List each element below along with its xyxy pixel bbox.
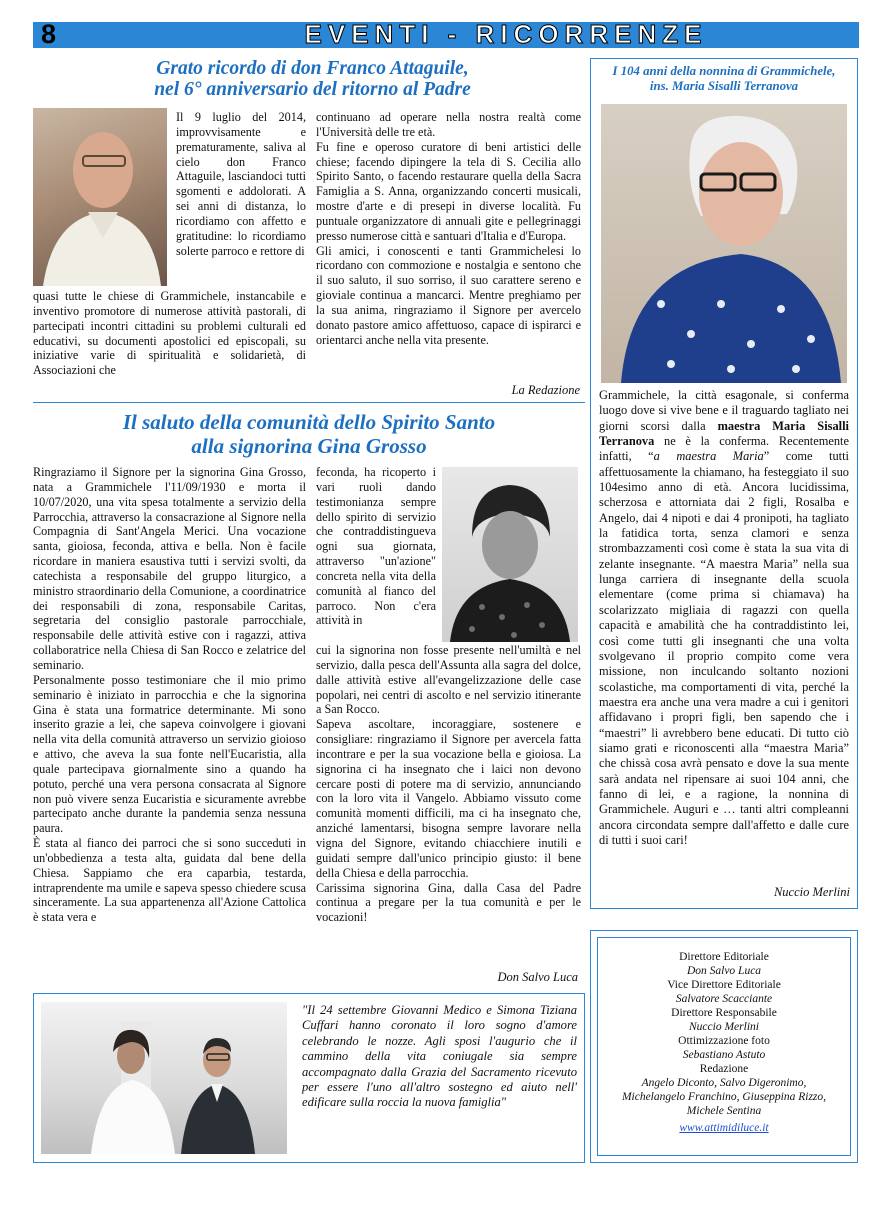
staff-role: Ottimizzazione foto bbox=[678, 1035, 770, 1047]
staff-name: Michele Sentina bbox=[686, 1105, 762, 1117]
staff-role: Vice Direttore Editoriale bbox=[667, 979, 781, 991]
staff-name: Nuccio Merlini bbox=[689, 1021, 759, 1033]
staff-name: Salvatore Scacciante bbox=[675, 993, 773, 1005]
wedding-photo bbox=[41, 1002, 287, 1154]
priest-photo bbox=[33, 108, 167, 286]
article2-signature: Don Salvo Luca bbox=[497, 970, 578, 984]
wedding-text: "Il 24 settembre Giovanni Medico e Simona Tiziana Cuffari hanno coronato il loro sogno d'amore celebrando le nozze. Agli sposi l'augurio che il cammino della vita coniugale sia sempre accompagnato dalla Grazia del Sacramento ricevuto per essere l'uno all'altro sostegno ed aiuto nell' edificare sulla roccia la nuova famiglia" bbox=[302, 1003, 577, 1110]
article3-title: I 104 anni della nonnina di Grammichele, ins. Maria Sisalli Terranova bbox=[612, 64, 836, 93]
staff-role: Direttore Editoriale bbox=[679, 951, 769, 963]
article1-col1-full: quasi tutte le chiese di Grammichele, instancabile e inventivo promotore di numerose attività pastorali, di partecipati incontri cittadini su problemi culturali ed educativi, su documenti apostolici ed episcopali, su iniziative varie di spiritualità e solidarietà, di Associazioni che bbox=[33, 289, 306, 378]
article1-col2: continuano ad operare nella nostra realtà come l'Università delle tre età. Fu fine e operoso curatore di beni artistici delle chiese; facendo dipingere la tela di S. Cecilia allo Spirito Santo, o facendo restaurare quella della Sacra Famiglia a S. Anna, organizzando concerti musicali, mostre d'arte e di presepi in diverse località. Fu puntuale organizzatore di annuali gite e pellegrinaggi presso numerose città e santuari d'Italia e d'Europa. Gli amici, i conoscenti e tanti Grammichelesi lo ricordano con commozione e nostalgia e sentono che il suo saluto, il suo sorriso, il suo carattere sereno e gioviale continua a mancarci. Mentre preghiamo per la sua anima, ringraziamo il Signore per avercelo donato pastore amico affettuoso, capace di ispirarci e orientarci anche nella vita presente. bbox=[316, 110, 581, 347]
gina-photo bbox=[442, 467, 578, 642]
staff-role: Direttore Responsabile bbox=[671, 1007, 777, 1019]
article1-col1-narrow: Il 9 luglio del 2014, improvvisamente e prematuramente, saliva al cielo don Franco Attaguile, lasciandoci tutti sgomenti e addolorati. A sei anni di distanza, lo ricordiamo con affetto e gratitudine: lo ricordiamo solerte parroco e rettore di bbox=[176, 110, 306, 258]
staff-name: Angelo Diconto, Salvo Digeronimo, bbox=[641, 1077, 807, 1089]
website-link[interactable]: www.attimidiluce.it bbox=[679, 1122, 769, 1134]
article3-text: Grammichele, la città esagonale, si conferma luogo dove si vive bene e il traguardo tagliato nei giorni scorsi dalla maestra Maria Sisalli Terranova ne è la conferma. Recentemente infatti, “a maestra Maria” come tutti affettuosamente la chiamano, ha festeggiato il suo 104esimo anno di età. Ancora lucidissima, scherzosa e attorniata dai 2 figli, Rosalba e Angelo, dai 4 nipoti e dai 4 pronipoti, ha tagliato la fatidica torta, senza clamori e senza strombazzamenti così come è stata la sua vita di zelante insegnante. “A maestra Maria” nella sua lunga carriera di insegnante della scuola elementare (come prima si chiamava) ha scolarizzato migliaia di ragazzi con quella capacità e amabilità che ha contraddistinto lei, così come tutti gli insegnanti che una volta svolgevano il proprio compito come vera missione, non inculcando soltanto nozioni scolastiche, ma comportamenti di vita, perché la maestra era anche una vera madre a cui i genitori affidavano i propri figli, ben sapendo che i “maestri” li avrebbero bene educati. Di tutto ciò siamo grati e riconoscenti alla “maestra Maria” che chissà cosa avrà pensato e dove la sua mente sarà andata nel ripensare ai suoi 104 anni, che fanno di lei, e a ragione, la nonnina di Grammichele. Auguri e … tanti altri compleanni ancora circondata sempre dall'affetto e dalle cure di tutti i suoi cari! bbox=[599, 388, 849, 847]
staff-role: Redazione bbox=[699, 1063, 749, 1075]
staff-name: Sebastiano Astuto bbox=[682, 1049, 766, 1061]
article1-title: Grato ricordo di don Franco Attaguile, nel 6° anniversario del ritorno al Padre bbox=[154, 58, 471, 100]
article2-col2: cui la signorina non fosse presente nell'umiltà e nel servizio, dalla pesca dell'Assunta alla sagra del dolce, dalle attività estive all'evangelizzazione delle case popolari, nei centri di ascolto e nel servizio itinerante a San Rocco. Sapeva ascoltare, incoraggiare, sostenere e consigliare: ringraziamo il Signore per avercela fatta incontrare e per la sua vocazione bella e gioiosa. La signorina ci ha insegnato che i laici non devono cercare posti di potere ma di servizio, annunciando con la loro vita il Vangelo. Abbiamo vissuto come comunità momenti difficili, ma ci ha insegnato che, anziché lamentarsi, bisogna sempre lavorare nella vigna del Signore, evitando chiacchiere inutili e guidati sempre dall'unico principio giusto: il bene della Chiesa e della parrocchia. Carissima signorina Gina, dalla Casa del Padre continua a pregare per la tua comunità e per le vocazioni! bbox=[316, 643, 581, 925]
page-number: 8 bbox=[41, 19, 57, 49]
article-divider bbox=[33, 402, 585, 403]
article2-title: Il saluto della comunità dello Spirito Santo alla signorina Gina Grosso bbox=[122, 410, 496, 458]
article2-col1: Ringraziamo il Signore per la signorina Gina Grosso, nata a Grammichele l'11/09/1930 e morta il 10/07/2020, una vita spesa totalmente a servizio della Parrocchia, attraverso la consacrazione al Signore nella Compagnia di Sant'Angela Merici. Una vocazione santa, gioiosa, feconda, attiva e bella. Non è facile ricordare in maniera esaustiva tutti i servizi svolti, da catechista a responsabile del gruppo liturgico, a ministro straordinario della Comunione, a coordinatrice dei responsabili di zona, responsabile Caritas, segretaria del consiglio pastorale parrocchiale, responsabile delle attività estive con i ragazzi, attiva collaboratrice nella Chiesa di San Rocco e zelatrice del seminario. Personalmente posso testimoniare che il mio primo seminario è iniziato in parrocchia e che la signorina Gina è stata una formatrice determinante. Mi sono inserito grazie a lei, che sapeva coinvolgere i giovani nella vita della comunità attraverso un servizio gioioso e attivo, che aveva la sua fonte nell'Eucaristia, alla quale partecipava giornalmente sino a quando ha potuto, perché una vera persona consacrata al Signore non può vivere senza Eucaristia e sicuramente avrebbe partecipato anche durante la pandemia senza nessuna paura. È stata al fianco dei parroci che si sono succeduti in un'obbedienza a testa alta, guidata dal bene della Chiesa. Sappiamo che era caparbia, testarda, intraprendente ma umile e sapeva spesso chiedere scusa sinceramente. La sua appartenenza all'Azione Cattolica è stata vera e bbox=[33, 465, 306, 925]
staff-name: Don Salvo Luca bbox=[686, 965, 762, 977]
article2-col2-narrow: feconda, ha ricoperto i vari ruoli dando testimonianza sempre dello spirito di servizio che contraddistingueva ogni sua giornata, attraverso "un'azione" concreta nella vita della comunità al fianco del parroco. Non c'era attività in bbox=[316, 465, 436, 628]
section-header bbox=[33, 19, 859, 49]
article1-signature: La Redazione bbox=[511, 383, 580, 397]
article3-signature: Nuccio Merlini bbox=[773, 885, 850, 899]
maria-photo bbox=[601, 104, 847, 383]
staff-name: Michelangelo Franchino, Giuseppina Rizzo, bbox=[621, 1091, 827, 1103]
staff-credits bbox=[600, 950, 848, 1135]
section-title: EVENTI - RICORRENZE bbox=[304, 19, 708, 49]
